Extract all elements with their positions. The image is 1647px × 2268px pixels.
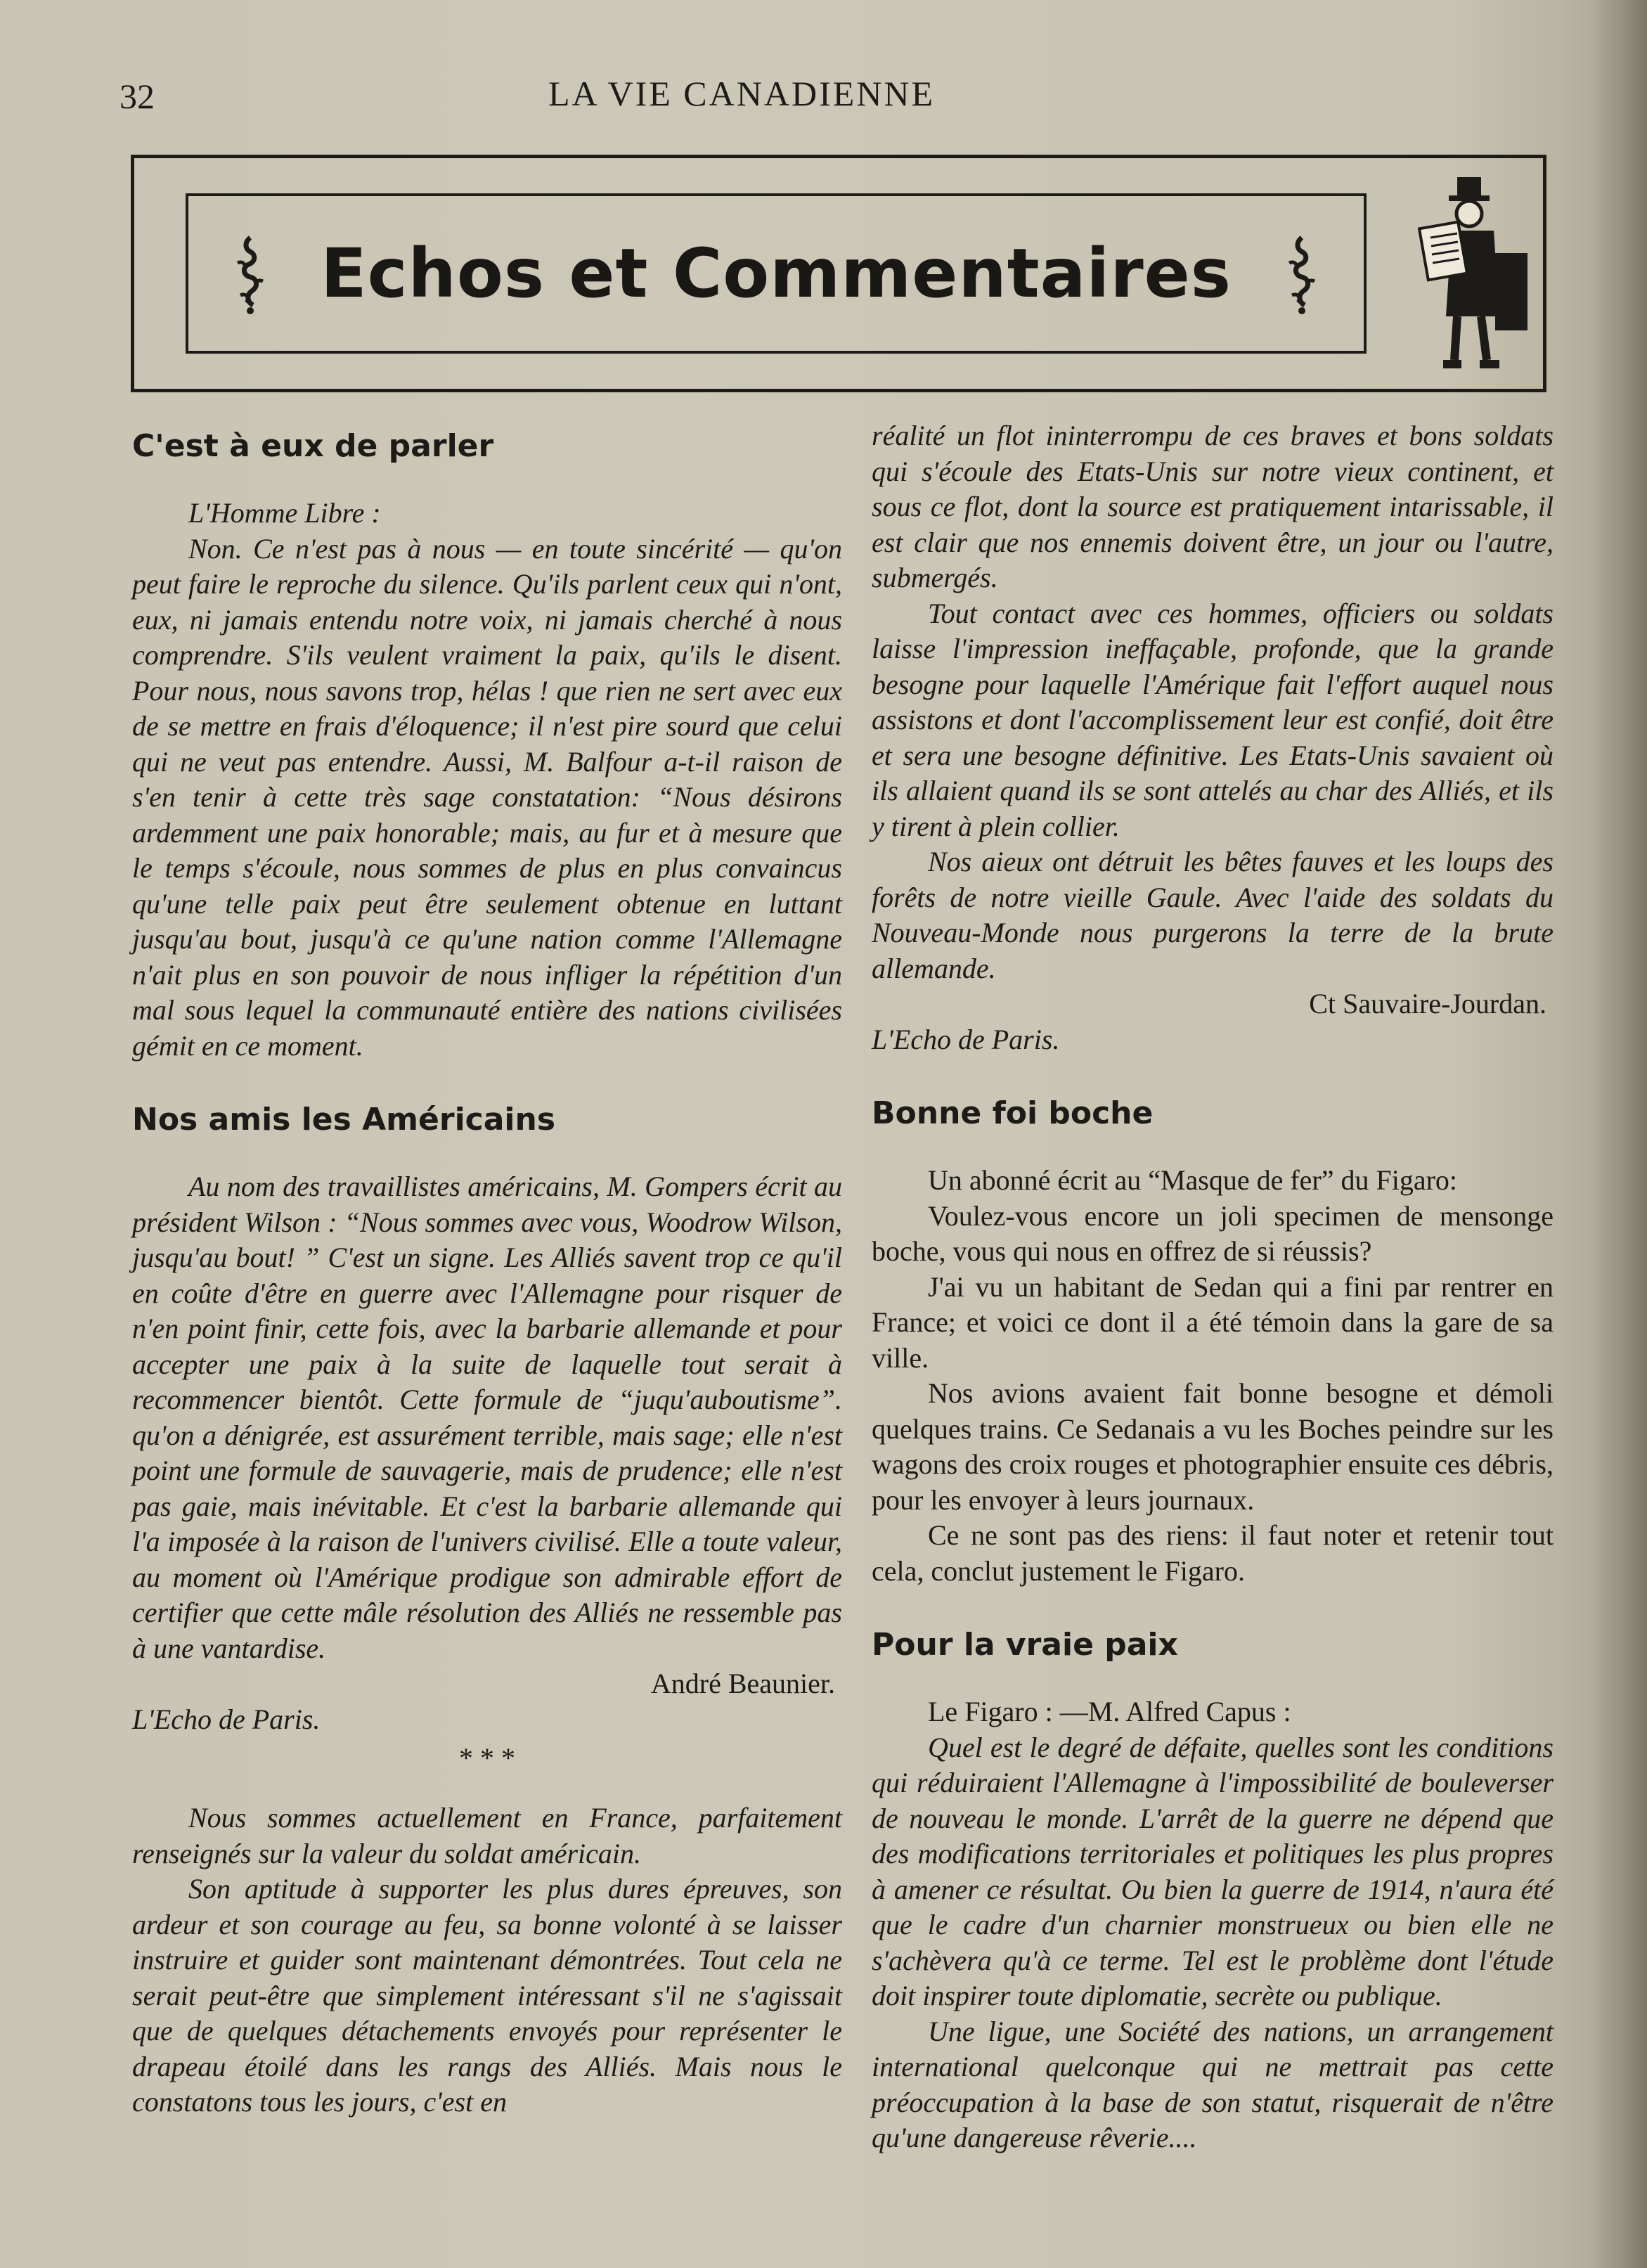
article-paragraph: Tout contact avec ces hommes, officiers ou soldats laisse l'impression ineffaçable, profonde, que la grande besogne pour laquelle l'Amérique fait l'effort auquel nous assistons et dont l'accomplissement leur est confié, doit être et sera une besogne définitive. Les Etats-Unis savaient où ils allaient quand ils se sont attelés au char des Alliés, et ils y tirent à plein collier. xyxy=(872,597,1554,842)
source-line: L'Echo de Paris. xyxy=(872,1023,1060,1055)
article-paragraph: Nos avions avaient fait bonne besogne et démoli quelques trains. Ce Sedanais a vu les Boches peindre sur les wagons des croix rouges et photographier ensuite ces débris, pour les envoyer à leurs journaux. xyxy=(872,1377,1554,1516)
article-paragraph: Au nom des travaillistes américains, M. Gompers écrit au président Wilson : “Nous sommes avec vous, Woodrow Wilson, jusqu'au bout! ” C'est un signe. Les Alliés savent trop ce qu'il en coûte d'être en guerre avec l'Allemagne pour risquer de n'en point finir, cette fois, avec la barbarie allemande et pour accepter une paix à la suite de laquelle tout serait à recommencer bientôt. Cette formule de “juqu'auboutisme”. qu'on a dénigrée, est assurément terrible, mais sage; elle n'est point une formule de sauvagerie, mais de prudence; elle n'est pas gaie, mais inévitable. Et c'est la barbarie allemande qui l'a imposée à la raison de l'univers civilisé. Elle a toute valeur, au moment où l'Amérique prodigue son admirable effort de certifier que cette mâle résolution des Alliés ne ressemble pas à une vantardise. xyxy=(132,1171,842,1664)
section-separator-stars: * * * xyxy=(459,1742,515,1774)
heading-cest-a-eux-de-parler: C'est à eux de parler xyxy=(132,428,494,464)
article-paragraph: Non. Ce n'est pas à nous — en toute sincérité — qu'on peut faire le reproche du silence. Qu'ils parlent ceux qui n'ont, eux, ni jamais entendu notre voix, ni jamais cherché à nous comprendre. S'ils veulent vraiment la paix, qu'ils le disent. Pour nous, nous savons trop, hélas ! que rien ne sert avec eux de se mettre en frais d'éloquence; il n'est pire sourd que celui qui ne veut pas entendre. Aussi, M. Balfour a-t-il raison de s'en tenir à cette très sage constatation: “Nous désirons ardemment une paix honorable; mais, au fur et à mesure que le temps s'écoule, nous sommes de plus en plus convaincus qu'une telle paix peut être seulement obtenue en luttant jusqu'au bout, jusqu'à ce qu'une nation comme l'Allemagne n'ait plus en son pouvoir de nous infliger la répétition d'un mal sous lequel la communauté entière des nations civilisées gémit en ce moment. xyxy=(132,532,842,1062)
left-column xyxy=(132,418,842,2120)
article-paragraph: J'ai vu un habitant de Sedan qui a fini par rentrer en France; et voici ce dont il a été témoin dans la gare de sa ville. xyxy=(872,1270,1554,1374)
article-paragraph: réalité un flot ininterrompu de ces braves et bons soldats qui s'écoule des Etats-Unis sur notre vieux continent, et sous ce flot, dont la source est pratiquement intarissable, il est clair que nos ennemis doivent être, un jour ou l'autre, submergés. xyxy=(872,420,1554,593)
right-column xyxy=(872,418,1554,2156)
heading-nos-amis-les-americains: Nos amis les Américains xyxy=(132,1102,556,1138)
signature: André Beaunier. xyxy=(650,1668,835,1699)
article-paragraph: Un abonné écrit au “Masque de fer” du Figaro: xyxy=(928,1164,1458,1196)
heading-pour-la-vraie-paix: Pour la vraie paix xyxy=(872,1627,1178,1663)
page-edge-shadow xyxy=(1591,0,1647,2268)
article-paragraph: Nos aieux ont détruit les bêtes fauves et les loups des forêts de notre vieille Gaule. Avec l'aide des soldats du Nouveau-Monde nous purgerons la terre de la brute allemande. xyxy=(872,846,1554,984)
article-paragraph: Une ligue, une Société des nations, un arrangement international quelconque qui ne mettrait pas cette préoccupation à la base de son statut, risquerait de n'être qu'une dangereuse rêverie.... xyxy=(872,2015,1554,2153)
newspaper-reader-figure-icon xyxy=(1402,176,1536,380)
source-line: Le Figaro : —M. Alfred Capus : xyxy=(928,1696,1291,1727)
section-banner-title: Echos et Commentaires xyxy=(321,234,1232,313)
article-paragraph: Ce ne sont pas des riens: il faut noter et retenir tout cela, conclut justement le Figaro. xyxy=(872,1519,1554,1587)
fleur-ornament-icon xyxy=(1281,232,1323,316)
banner-title-box xyxy=(186,193,1367,354)
source-line: L'Echo de Paris. xyxy=(132,1703,321,1735)
article-paragraph: Quel est le degré de défaite, quelles sont les conditions qui réduiraient l'Allemagne à l'impossibilité de bouleverser de nouveau le monde. L'arrêt de la guerre ne dépend que des modifications territoriales et politiques les plus propres à amener ce résultat. Ou bien la guerre de 1914, n'aura été que le cadre d'un charnier monstrueux ou bien elle ne s'achèvera qu'à ce terme. Tel est le problème dont l'étude doit inspirer toute diplomatie, secrète ou publique. xyxy=(872,1731,1554,2011)
article-paragraph: Nous sommes actuellement en France, parfaitement renseignés sur la valeur du soldat américain. xyxy=(132,1802,842,1869)
running-title: LA VIE CANADIENNE xyxy=(548,74,936,113)
source-line: L'Homme Libre : xyxy=(188,497,381,529)
signature: Ct Sauvaire-Jourdan. xyxy=(1309,988,1546,1019)
article-paragraph: Voulez-vous encore un joli specimen de mensonge boche, vous qui nous en offrez de si réussis? xyxy=(872,1199,1554,1267)
heading-bonne-foi-boche: Bonne foi boche xyxy=(872,1095,1154,1131)
page-number: 32 xyxy=(120,77,155,116)
article-paragraph: Son aptitude à supporter les plus dures épreuves, son ardeur et son courage au feu, sa bonne volonté à se laisser instruire et guider sont maintenant démontrées. Tout cela ne serait peut-être que simplement intéressant s'il ne s'agissait que de quelques détachements envoyés pour représenter le drapeau étoilé dans les rangs des Alliés. Mais nous le constatons tous les jours, c'est en xyxy=(132,1873,842,2118)
fleur-ornament-icon xyxy=(229,232,271,316)
